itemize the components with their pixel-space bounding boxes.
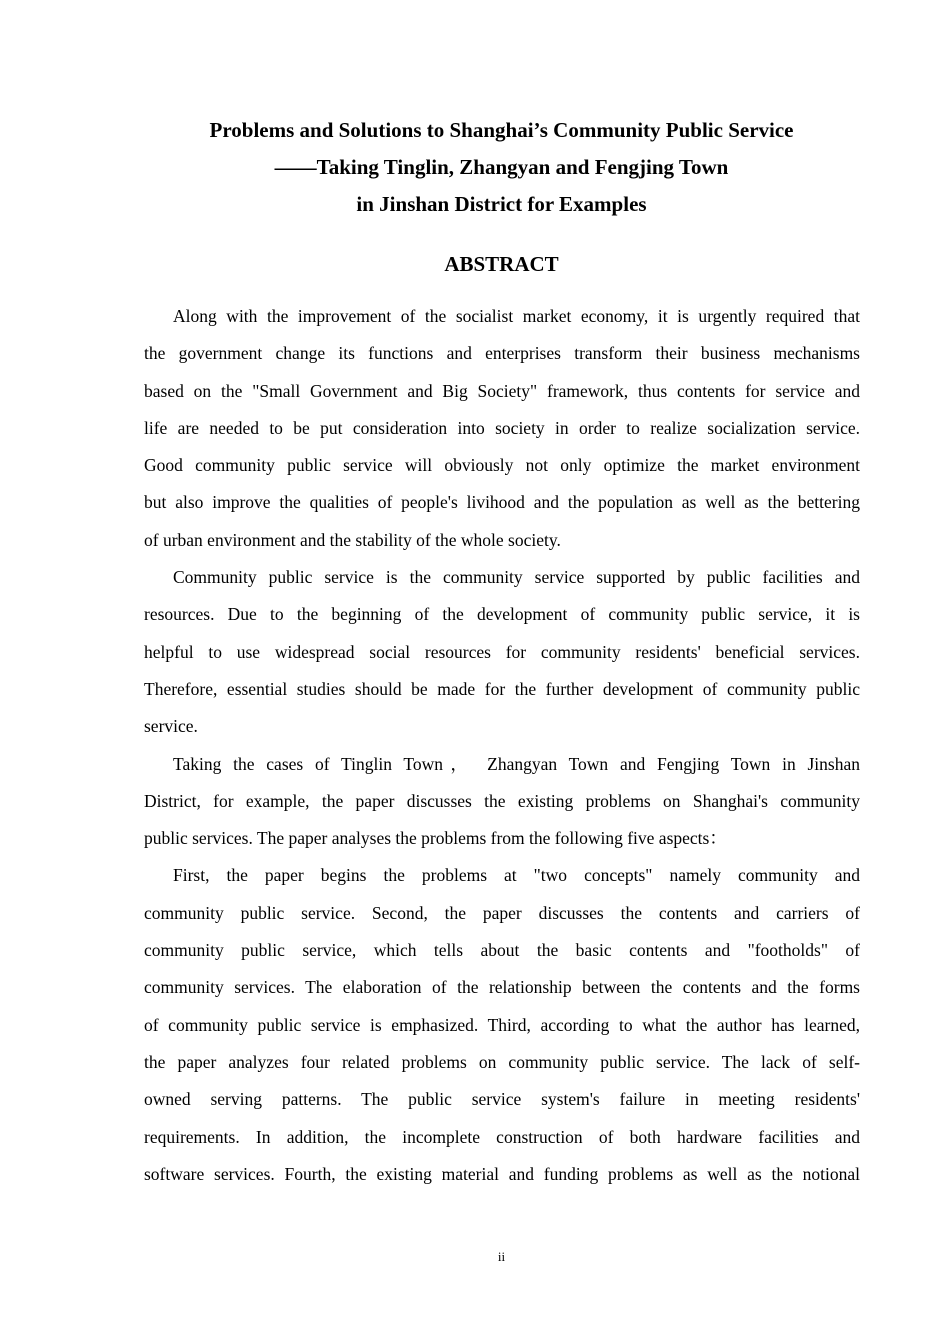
- abstract-body: [144, 298, 860, 1193]
- text-line: but also improve the qualities of people's livihood and the population as well as the bettering: [144, 492, 860, 513]
- text-line: community services. The elaboration of the relationship between the contents and the forms: [144, 977, 860, 998]
- text-line: Along with the improvement of the socialist market economy, it is urgently required that: [173, 306, 860, 326]
- text-line: service.: [144, 716, 198, 737]
- text-line: Good community public service will obviously not only optimize the market environment: [144, 455, 860, 476]
- text-line: Therefore, essential studies should be made for the further development of community public: [144, 678, 860, 699]
- subtitle-line: ——Taking Tinglin, Zhangyan and Fengjing Town: [274, 155, 729, 179]
- text-line: requirements. In addition, the incomplete construction of both hardware facilities and: [144, 1126, 860, 1147]
- document-title: [0, 112, 950, 223]
- text-line: of community public service is emphasized. Third, according to what the author has learned,: [144, 1014, 860, 1035]
- paragraph: [144, 298, 860, 559]
- page-number: ii: [497, 1249, 506, 1264]
- text-line: of urban environment and the stability of the whole society.: [144, 529, 561, 550]
- text-line: owned serving patterns. The public service system's failure in meeting residents': [144, 1089, 860, 1110]
- abstract-heading: ABSTRACT: [444, 252, 559, 276]
- text-line: the paper analyzes four related problems on community public service. The lack of self-: [144, 1051, 860, 1072]
- text-line: District, for example, the paper discusses the existing problems on Shanghai's community: [144, 790, 860, 811]
- text-line: public services. The paper analyses the problems from the following five aspects：: [144, 828, 727, 849]
- text-line: life are needed to be put consideration into society in order to realize socialization service.: [144, 417, 860, 438]
- text-line: software services. Fourth, the existing material and funding problems as well as the notional: [144, 1163, 860, 1184]
- text-line: helpful to use widespread social resources for community residents' beneficial services.: [144, 641, 860, 662]
- subtitle-line: in Jinshan District for Examples: [356, 192, 647, 216]
- text-line: Community public service is the community service supported by public facilities and: [173, 567, 860, 588]
- paragraph: [144, 746, 860, 858]
- text-line: Taking the cases of Tinglin Town， Zhangyan Town and Fengjing Town in Jinshan: [173, 753, 860, 774]
- text-line: the government change its functions and enterprises transform their business mechanisms: [144, 343, 860, 364]
- title-line: Problems and Solutions to Shanghai’s Community Public Service: [209, 118, 794, 142]
- text-line: community public service, which tells about the basic contents and "footholds" of: [144, 940, 860, 961]
- text-line: resources. Due to the beginning of the development of community public service, it is: [144, 604, 860, 625]
- text-line: community public service. Second, the paper discusses the contents and carriers of: [144, 902, 860, 923]
- paragraph: [144, 857, 860, 1193]
- text-line: based on the "Small Government and Big Society" framework, thus contents for service and: [144, 380, 860, 401]
- paragraph: [144, 559, 860, 745]
- text-line: First, the paper begins the problems at "two concepts" namely community and: [173, 865, 860, 886]
